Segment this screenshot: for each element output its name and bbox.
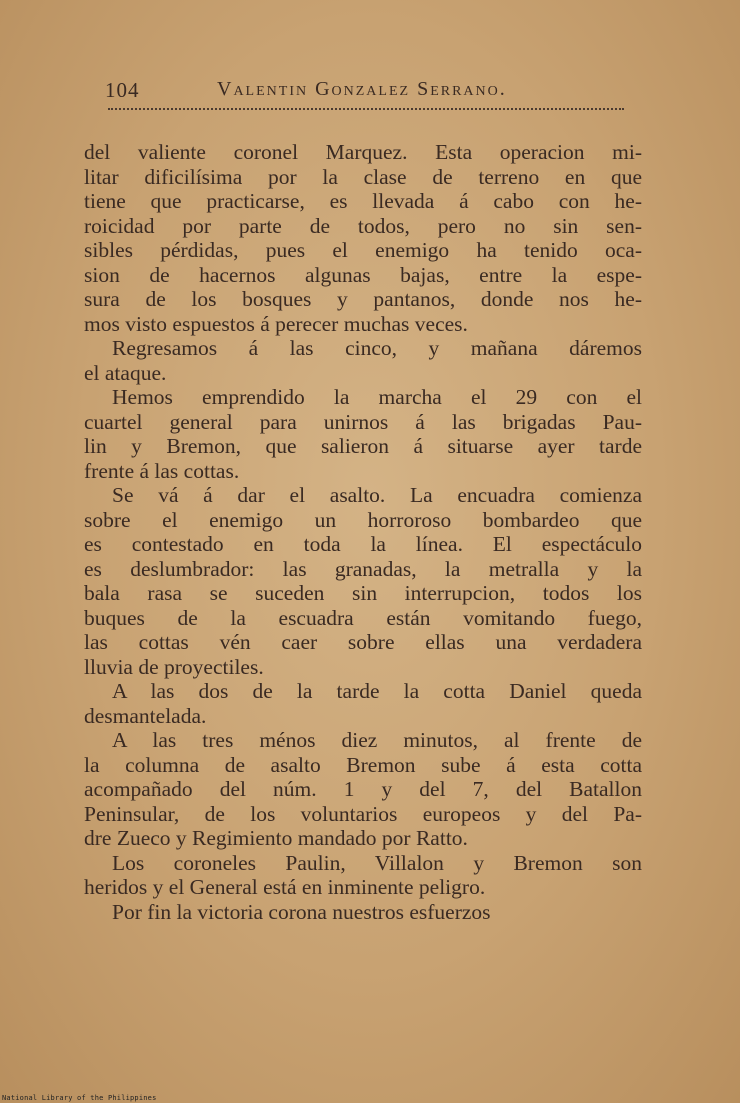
text-line: acompañado del núm. 1 y del 7, del Batallon: [84, 777, 642, 801]
text-line: Hemos emprendido la marcha el 29 con el: [112, 385, 642, 409]
text-line: Los coroneles Paulin, Villalon y Bremon son: [112, 850, 642, 875]
text-line: heridos y el General está en inminente peligro.: [84, 875, 486, 899]
text-line: la columna de asalto Bremon sube á esta cotta: [84, 752, 642, 777]
text-line: Se vá á dar el asalto. La encuadra comienza: [112, 483, 642, 507]
page-header: [105, 78, 645, 112]
text-line: es contestado en toda la línea. El espectáculo: [84, 532, 642, 556]
text-line: litar dificilísima por la clase de terreno en que: [84, 164, 642, 189]
text-line: mos visto espuestos á perecer muchas veces.: [84, 311, 468, 336]
text-line: es deslumbrador: las granadas, la metralla y la: [84, 556, 642, 581]
text-line: sion de hacernos algunas bajas, entre la espe-: [84, 262, 642, 287]
text-line: dre Zueco y Regimiento mandado por Ratto.: [84, 826, 468, 850]
body-text: [84, 140, 642, 924]
text-line: Regresamos á las cinco, y mañana dáremos: [112, 336, 642, 360]
text-line: del valiente coronel Marquez. Esta operacion mi-: [84, 140, 642, 164]
text-line: sibles pérdidas, pues el enemigo ha tenido oca-: [84, 238, 642, 262]
running-title: Valentin Gonzalez Serrano.: [217, 78, 507, 100]
page-number: 104: [105, 78, 140, 102]
text-line: el ataque.: [84, 360, 167, 385]
text-line: sura de los bosques y pantanos, donde nos he-: [84, 287, 642, 311]
text-line: Peninsular, de los voluntarios europeos y del Pa-: [84, 801, 642, 826]
text-line: sobre el enemigo un horroroso bombardeo que: [84, 507, 642, 532]
header-rule: [108, 108, 624, 110]
text-line: tiene que practicarse, es llevada á cabo con he-: [84, 189, 642, 213]
text-line: A las tres ménos diez minutos, al frente de: [112, 728, 642, 752]
text-line: A las dos de la tarde la cotta Daniel queda: [112, 679, 642, 703]
text-line: cuartel general para unirnos á las brigadas Pau-: [84, 409, 642, 434]
text-line: roicidad por parte de todos, pero no sin sen-: [84, 213, 642, 238]
library-credit: National Library of the Philippines: [2, 1094, 157, 1102]
text-line: bala rasa se suceden sin interrupcion, todos los: [84, 581, 642, 605]
text-line: lluvia de proyectiles.: [84, 654, 264, 679]
text-line: desmantelada.: [84, 703, 207, 728]
text-line: lin y Bremon, que salieron á situarse ayer tarde: [84, 434, 642, 458]
text-line: las cottas vén caer sobre ellas una verdadera: [84, 630, 642, 654]
text-line: buques de la escuadra están vomitando fuego,: [84, 605, 642, 630]
text-line: Por fin la victoria corona nuestros esfuerzos: [112, 899, 491, 924]
text-line: frente á las cottas.: [84, 458, 240, 483]
